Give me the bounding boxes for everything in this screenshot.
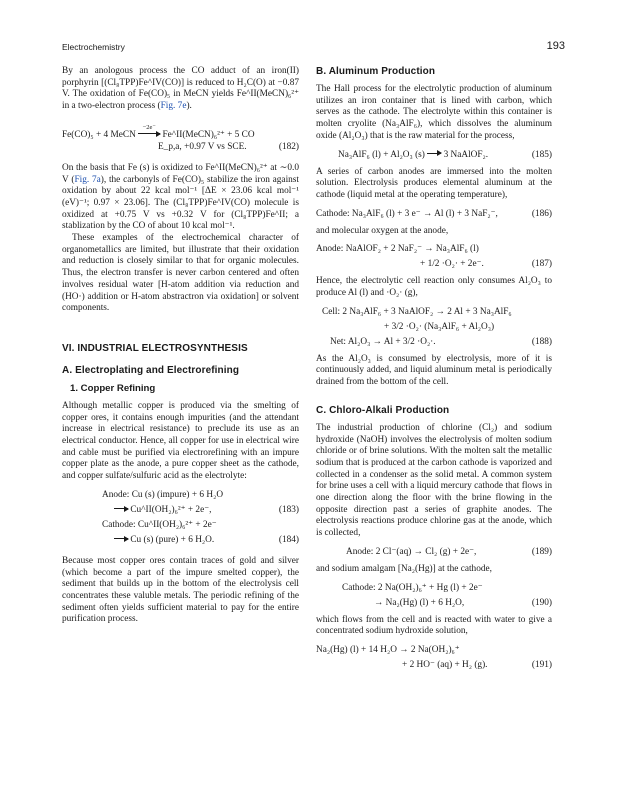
paragraph: By an anologous process the CO adduct of an iron(II) porphyrin [(Cl₈TPP)Fe^IV(CO)] is reduced to H₂C(O) at −0.87 V. The oxidation of Fe(CO)₅ in MeCN yields Fe^II(MeCN)₆²⁺ in a two-electron process (Fig. 7e). <box>62 66 299 112</box>
equation-185: Na₃AlF₆ (l) + Al₂O₃ (s) 3 NaAlOF₂. (185) <box>338 149 552 160</box>
paragraph: These examples of the electrochemical character of organometallics are limited, but illustrate that their oxidation and reduction is closely similar to that for organic molecules. Thus, the electron transfer is never carbon centered and often involves residual water [H-atom addition via reduction and (HO·) addition or H-atom abstractron via oxidation] or solvent components. <box>62 233 299 314</box>
section-heading: VI. INDUSTRIAL ELECTROSYNTHESIS <box>62 342 248 354</box>
right-column <box>316 66 552 671</box>
reaction-arrow-icon <box>427 153 441 154</box>
equation-190-line2: → Na₂(Hg) (l) + 6 H₂O, (190) <box>374 597 552 608</box>
equation-189: Anode: 2 Cl⁻(aq) → Cl₂ (g) + 2e⁻, (189) <box>346 546 552 557</box>
equation-188-line2: + 3/2 ·O₂· (Na₃AlF₆ + Al₂O₃) <box>384 321 495 332</box>
equation-number: (190) <box>531 597 552 608</box>
left-column <box>62 66 299 626</box>
equation-number: (184) <box>278 534 299 545</box>
arrow-label: −2e⁻ <box>142 123 156 131</box>
equation-182-conditions: E_p,a, +0.97 V vs SCE. (182) <box>158 141 299 152</box>
figure-link[interactable]: Fig. 7e <box>160 101 187 112</box>
paragraph: and sodium amalgam [Na₂(Hg)] at the cathode, <box>316 563 492 574</box>
equation-183: Anode: Cu (s) (impure) + 6 H₂O <box>102 489 224 500</box>
paragraph: Because most copper ores contain traces of gold and silver (which become a part of the impure smelted copper), the sediment that builds up in the bottom of the electrolysis cell concentrates these valuble metals. The periodic refining of the sediment often yields sufficient material to pay for the entire purification process. <box>62 555 299 625</box>
paragraph: Although metallic copper is produced via the smelting of copper ores, it contains enough impurities (and the attendant increase in electrical resistance) to preclude its use as an electrical conductor. Hence, all copper for use in electrical wire and cable must be purified via electrorefining with an impure copper plate as the anode, a pure copper sheet as the cathode, and copper sulfate/sulfuric acid as the electrolyte: <box>62 400 299 482</box>
equation-191: Na₂(Hg) (l) + 14 H₂O → 2 Na(OH₂)₆⁺ <box>316 644 460 655</box>
paragraph: which flows from the cell and is reacted with water to give a concentrated sodium hydroxide solution, <box>316 614 552 637</box>
reaction-arrow-icon <box>114 508 128 509</box>
paragraph: On the basis that Fe (s) is oxidized to Fe^II(MeCN)₆²⁺ at ∼0.0 V (Fig. 7a), the carbonyls of Fe(CO)₅ stabilize the iron against oxidation by about 22 kcal mol⁻¹ [ΔE × 23.06 kcal mol⁻¹ (eV)⁻¹; 0.97 × 23.06]. The (Cl₈TPP)Fe^IV(CO) molecule is oxidized at +0.75 V vs +0.32 V for (Cl₈TPP)Fe^II; a stablization by the CO of about 10 kcal mol⁻¹. <box>62 162 299 232</box>
equation-number: (183) <box>278 504 299 515</box>
paragraph: The Hall process for the electrolytic production of aluminum utilizes an iron container that is lined with carbon, which serves as the cathode. The electrolyte within this container is molten cryolite (Na₃AlF₆), which dissolves the aluminum oxide (Al₂O₃) that is the raw material for the process, <box>316 84 552 141</box>
page-number: 193 <box>546 40 565 52</box>
equation-number: (188) <box>531 336 552 347</box>
running-title: Electrochemistry <box>62 42 125 52</box>
equation-182: Fe(CO)₅ + 4 MeCN −2e⁻ Fe^II(MeCN)₆²⁺ + 5 CO <box>62 123 255 140</box>
equation-187: Anode: NaAlOF₂ + 2 NaF₂⁻ → Na₃AlF₆ (l) <box>316 244 479 255</box>
subsection-heading: A. Electroplating and Electrorefining <box>62 364 240 376</box>
paragraph: As the Al₂O₃ is consumed by electrolysis, more of it is continuously added, and liquid aluminum metal is periodically drained from the bottom of the cell. <box>316 353 552 388</box>
equation-183-line2: Cu^II(OH₂)₆²⁺ + 2e⁻, (183) <box>62 504 299 516</box>
equation-number: (182) <box>278 141 299 152</box>
equation-number: (185) <box>531 149 552 160</box>
paragraph: A series of carbon anodes are immersed into the molten solution. Electrolysis produces elemental aluminum at the cathode (liquid metal at the operating temperature), <box>316 166 552 200</box>
equation-number: (186) <box>531 208 552 219</box>
equation-184-line2: Cu (s) (pure) + 6 H₂O. (184) <box>62 534 299 546</box>
equation-187-line2: + 1/2 ·O₂· + 2e⁻. (187) <box>420 259 552 270</box>
equation-190: Cathode: 2 Na(OH₂)₆⁺ + Hg (l) + 2e⁻ <box>342 582 483 593</box>
equation-186: Cathode: Na₃AlF₆ (l) + 3 e⁻ → Al (l) + 3 NaF₂⁻, (186) <box>316 208 552 219</box>
subsubsection-heading: 1. Copper Refining <box>70 382 156 394</box>
equation-191-line2: + 2 HO⁻ (aq) + H₂ (g). (191) <box>402 659 552 670</box>
equation-188-line3: Net: Al₂O₃ → Al + 3/2 ·O₂·. (188) <box>330 336 552 347</box>
equation-number: (189) <box>531 546 552 557</box>
reaction-arrow-icon <box>138 133 160 134</box>
subsection-heading: C. Chloro-Alkali Production <box>316 404 450 416</box>
paragraph: and molecular oxygen at the anode, <box>316 225 449 236</box>
running-header <box>62 40 565 54</box>
equation-188: Cell: 2 Na₃AlF₆ + 3 NaAlOF₂ → 2 Al + 3 Na₃AlF₆ <box>322 306 512 317</box>
equation-number: (187) <box>531 259 552 270</box>
reaction-arrow-icon <box>114 538 128 539</box>
equation-number: (191) <box>531 659 552 670</box>
equation-184: Cathode: Cu^II(OH₂)₆²⁺ + 2e⁻ <box>102 519 217 530</box>
paragraph: Hence, the electrolytic cell reaction only consumes Al₂O₃ to produce Al (l) and ·O₂· (g), <box>316 276 552 299</box>
subsection-heading: B. Aluminum Production <box>316 66 436 77</box>
paragraph: The industrial production of chlorine (Cl₂) and sodium hydroxide (NaOH) involves the electrolysis of molten sodium chloride or of brine solutions. With the molten salt the metallic sodium that is produced at the carbon cathode is vaporized and collected in a condenser as the solid metal. A common system for brine uses a cell with a liquid mercury cathode that flows in one direction along the floor with the brine flowing in the opposite direction past a series of graphite anodes. The electrolysis reactions produce chlorine gas at the anode, which is collected, <box>316 422 552 539</box>
figure-link[interactable]: Fig. 7a <box>74 174 101 185</box>
